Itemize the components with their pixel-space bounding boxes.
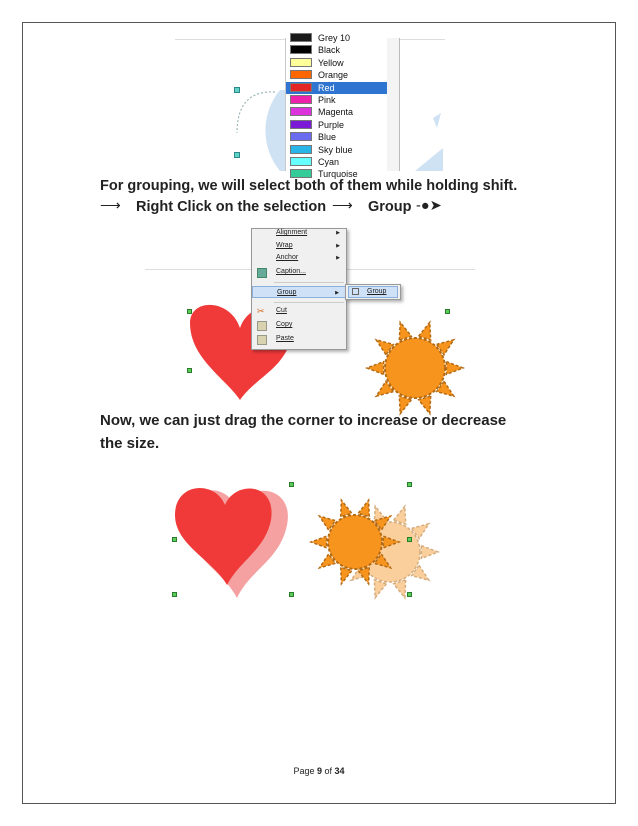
context-menu-screenshot [145,228,475,400]
scrollbar[interactable] [387,38,400,171]
selection-handle[interactable] [187,368,192,373]
sun-ray [446,362,463,375]
color-label: Red [318,82,335,93]
page-footer [0,766,638,776]
arrow-icon: -●➤ [416,198,442,214]
color-item[interactable] [286,131,388,143]
sun-shape [367,322,463,413]
grouping-instruction: For grouping, we will select both of them while holding shift. [100,178,518,194]
color-item[interactable] [286,44,388,56]
menu-separator [274,302,344,303]
sun-ray [311,536,327,548]
color-item[interactable] [286,69,388,81]
step-group: Group [368,199,412,215]
color-label: Sky blue [318,144,353,155]
color-picker-screenshot [175,33,445,180]
group-submenu [345,284,401,300]
color-label: Grey 10 [318,33,351,43]
color-swatch [290,33,312,42]
arrow-icon: ⟶ [100,198,121,214]
selection-handle[interactable] [234,152,240,158]
color-swatch [290,95,312,104]
selection-handle[interactable] [407,482,412,487]
submenu-arrow-icon: ▶ [336,255,340,261]
color-swatch [290,70,312,79]
submenu-arrow-icon: ▶ [335,290,339,296]
color-item[interactable] [286,82,388,94]
page-prefix: Page [293,766,315,776]
color-list [285,33,389,180]
sun-ray [358,500,369,517]
sun-ray [341,500,352,517]
arrow-icon: ⟶ [332,198,353,214]
color-swatch [290,58,312,67]
resize-screenshot [165,480,455,620]
menu-item-label: Copy [276,321,293,328]
color-swatch [290,132,312,141]
caption-icon [257,268,267,278]
color-item[interactable] [286,32,388,44]
menu-item-anchor[interactable] [252,252,346,264]
submenu-group-label: Group [367,288,387,295]
menu-item-label: Wrap [276,242,293,249]
menu-item-label: Anchor [276,254,299,261]
selection-handle[interactable] [172,592,177,597]
color-label: Orange [318,70,349,81]
paste-icon [257,335,267,345]
sun-ray [341,567,352,584]
menu-item-label: Cut [276,307,287,314]
color-item[interactable] [286,156,388,168]
selection-handle[interactable] [289,592,294,597]
menu-item-alignment[interactable] [252,227,346,239]
color-item[interactable] [286,57,388,69]
group-icon [352,288,359,295]
sun-ray [419,322,431,340]
context-menu [251,228,347,350]
selection-handle[interactable] [407,592,412,597]
menu-item-label: Caption... [276,268,306,275]
color-item[interactable] [286,94,388,106]
menu-separator [274,282,344,283]
menu-item-label: Group [277,289,297,296]
selection-handle[interactable] [187,309,192,314]
color-label: Turquoise [318,169,358,180]
menu-item-paste[interactable] [252,333,346,345]
selection-handle[interactable] [407,537,412,542]
copy-icon [257,321,267,331]
color-label: Pink [318,95,336,105]
sun-ray [374,580,386,598]
color-swatch [290,120,312,129]
submenu-arrow-icon: ▶ [336,243,340,249]
color-item[interactable] [286,144,388,156]
menu-item-group[interactable] [252,286,346,298]
color-label: Black [318,45,341,56]
selection-handle[interactable] [445,309,450,314]
color-label: Magenta [318,107,354,118]
color-swatch [290,107,312,116]
resize-instruction: Now, we can just drag the corner to increase or decrease the size. [100,412,507,452]
color-swatch [290,145,312,154]
triangle-shape [433,113,441,128]
selection-handle[interactable] [289,482,294,487]
page-total: 34 [334,766,345,776]
of-label: of [324,766,333,776]
grouped-shapes [165,480,455,620]
menu-item-cut[interactable] [252,305,346,317]
menu-item-label: Alignment [276,229,308,236]
page-number: 9 [316,766,322,776]
color-item[interactable] [286,106,388,118]
color-swatch [290,45,312,54]
submenu-group-item[interactable] [348,286,398,298]
menu-item-caption[interactable] [252,266,346,278]
selection-handle[interactable] [172,537,177,542]
steps-line [100,199,460,217]
color-item[interactable] [286,119,388,131]
menu-item-wrap[interactable] [252,240,346,252]
step-right-click: Right Click on the selection [136,199,327,215]
color-label: Yellow [318,57,344,68]
color-swatch [290,157,312,166]
color-swatch [290,83,312,92]
sun-ray [394,506,406,524]
menu-item-label: Paste [276,335,294,342]
color-label: Blue [318,132,337,143]
sun-ray [367,362,384,375]
color-label: Purple [318,119,345,130]
sun-ray [421,546,438,559]
submenu-arrow-icon: ▶ [336,230,340,236]
menu-item-copy[interactable] [252,319,346,331]
sun-ray [394,580,406,598]
sun-ray [399,322,411,340]
scissors-icon: ✂ [257,306,265,316]
selection-handle[interactable] [234,87,240,93]
color-label: Cyan [318,157,340,167]
